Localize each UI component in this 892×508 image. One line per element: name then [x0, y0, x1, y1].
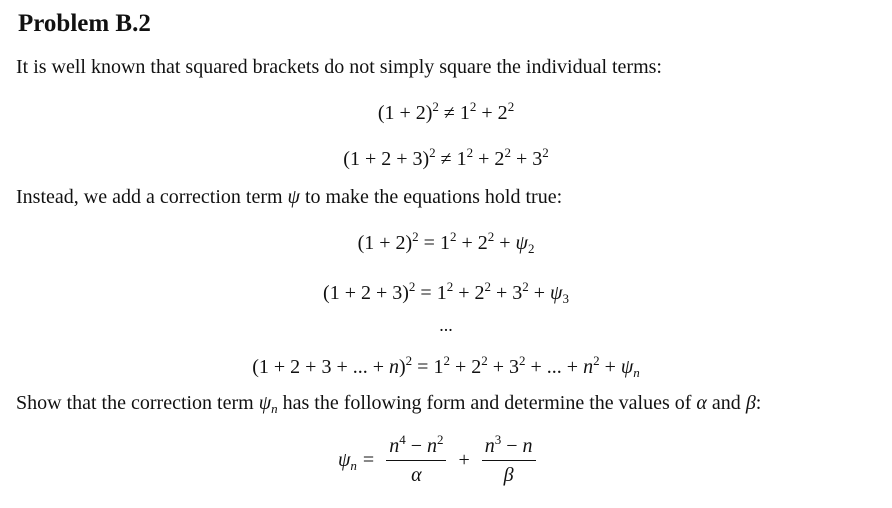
equation-1: $(1 + 2)^2 = 1^2 + 2^2 + \psi_2$	[357, 229, 535, 256]
problem-title: Problem B.2	[18, 10, 151, 37]
middle-paragraph: Instead, we add a correction term ψ to make the equations hold true:	[16, 186, 563, 208]
equation-general: (1 + 2 + 3 + ... + $n)^2 = 1^2 + 2^2 + 3^2$ + ... + $n^2 + \psi_n$	[252, 353, 640, 380]
fraction-beta-numerator: $n^3 - n$	[484, 432, 533, 457]
inequality-2: $(1 + 2 + 3)^2 \ne 1^2 + 2^2 + 3^2$	[343, 145, 549, 170]
task-paragraph: Show that the correction term $\psi_n$ has the following form and determine the values of α and β:	[16, 392, 762, 416]
psi-formula	[338, 430, 542, 490]
fraction-alpha	[386, 434, 446, 486]
fraction-beta-denominator: β	[503, 464, 514, 486]
inequality-1: $(1 + 2)^2 \ne 1^2 + 2^2$	[377, 99, 515, 124]
plus-sign: +	[458, 448, 470, 471]
equals-sign: =	[362, 448, 375, 471]
fraction-alpha-denominator: α	[411, 464, 422, 486]
intro-paragraph: It is well known that squared brackets do not simply square the individual terms:	[16, 56, 662, 78]
psi-n-symbol: $\psi_n$	[338, 448, 357, 473]
fraction-alpha-numerator: $n^4 - n^2$	[389, 432, 444, 457]
ellipsis: ...	[439, 315, 453, 335]
equation-2: $(1 + 2 + 3)^2 = 1^2 + 2^2 + 3^2 + \psi_3$	[323, 279, 569, 306]
fraction-beta	[482, 434, 536, 486]
